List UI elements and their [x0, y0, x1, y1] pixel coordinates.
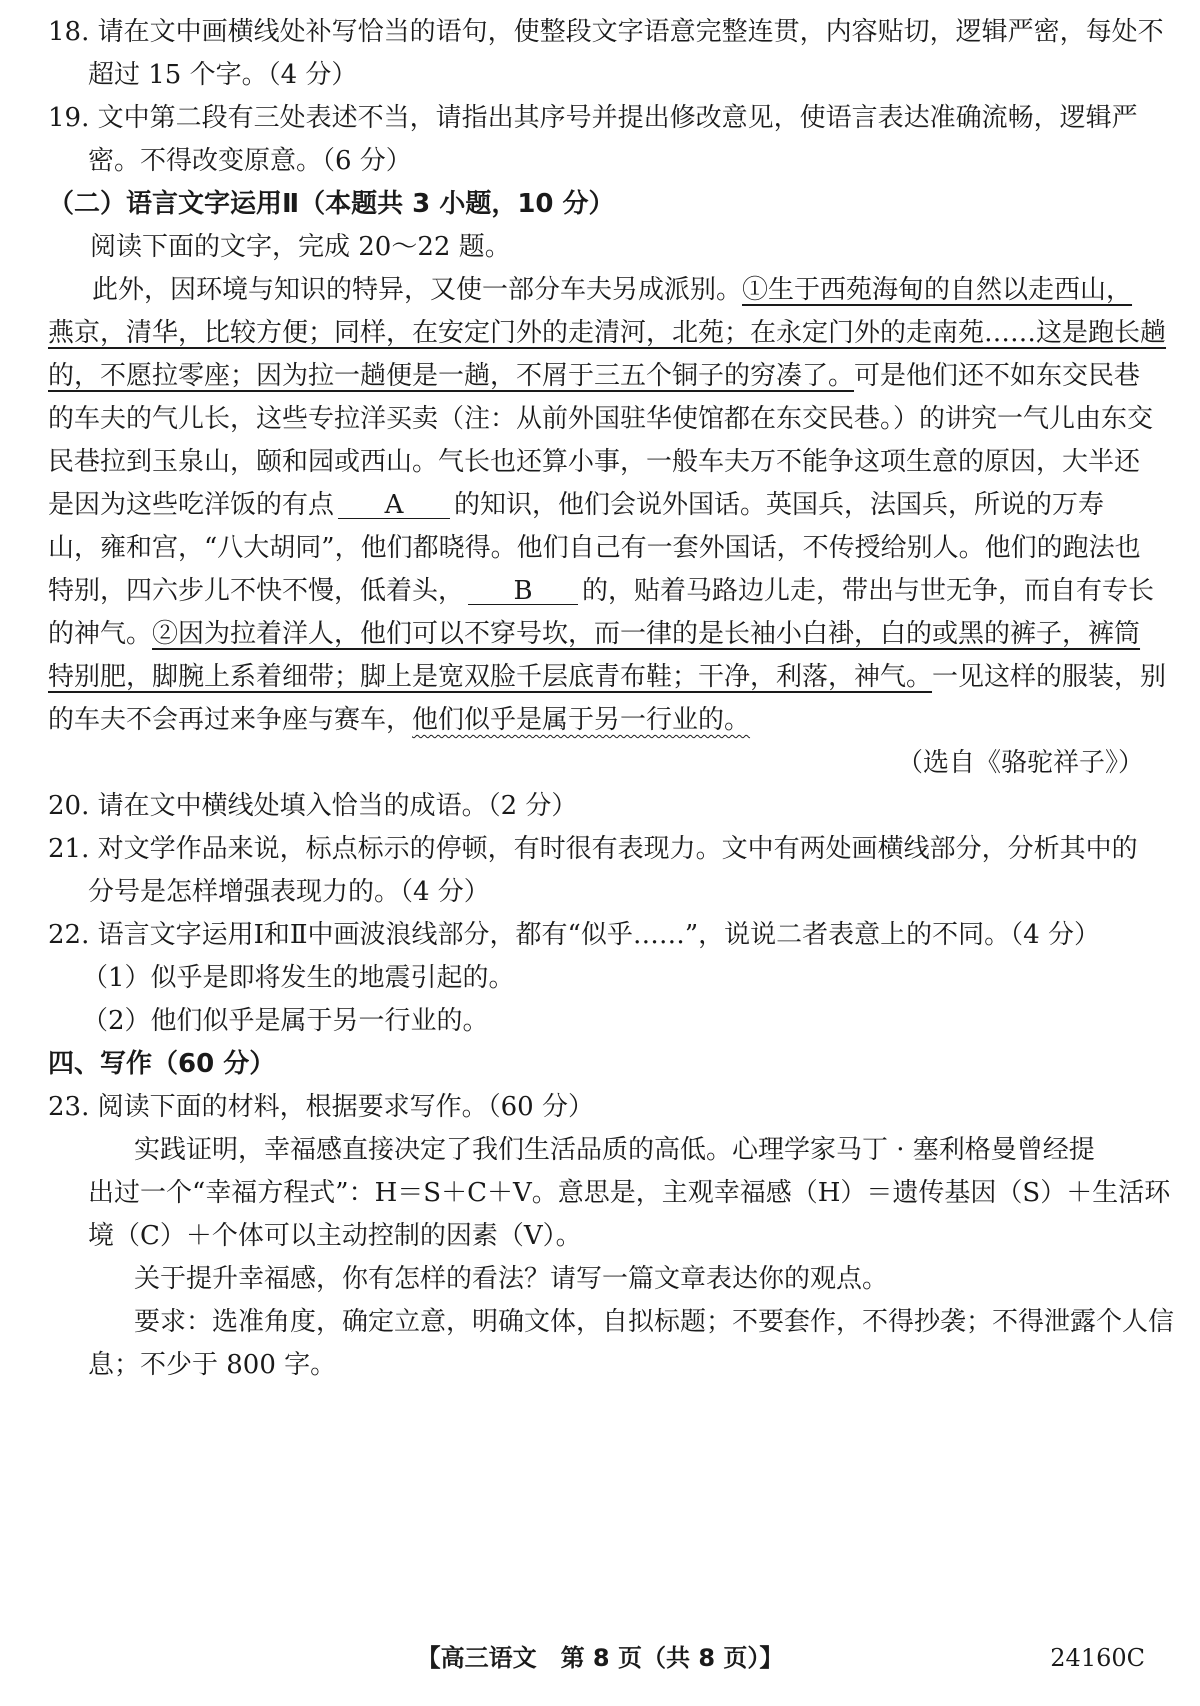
section-2-intro: 阅读下面的文字，完成 20～22 题。 — [90, 232, 511, 262]
q20: 20. 请在文中横线处填入恰当的成语。（2 分） — [48, 791, 578, 821]
q22-line-1: 22. 语言文字运用Ⅰ和Ⅱ中画波浪线部分，都有“似乎……”，说说二者表意上的不同。（4 分） — [48, 920, 1100, 950]
passage-line-3 — [48, 360, 1140, 392]
q19-line-2: 密。不得改变原意。（6 分） — [88, 146, 412, 176]
q23-prompt: 关于提升幸福感，你有怎样的看法？请写一篇文章表达你的观点。 — [134, 1264, 889, 1294]
q22-item-1: （1）似乎是即将发生的地震引起的。 — [82, 963, 515, 993]
q23-requirements-1: 要求：选准角度，确定立意，明确文体，自拟标题；不要套作，不得抄袭；不得泄露个人信 — [134, 1307, 1175, 1337]
wavy-underlined-sentence: 他们似乎是属于另一行业的。 — [412, 705, 751, 735]
q18-line-1: 18. 请在文中画横线处补写恰当的语句，使整段文字语意完整连贯，内容贴切，逻辑严密，每处不 — [48, 17, 1164, 47]
q21-line-2: 分号是怎样增强表现力的。（4 分） — [88, 877, 490, 907]
underlined-sentence-1-cont: 燕京，清华，比较方便；同样，在安定门外的走清河，北苑；在永定门外的走南苑……这是跑长趟 — [48, 318, 1167, 348]
q22-item-2: （2）他们似乎是属于另一行业的。 — [82, 1006, 489, 1036]
passage-line-9 — [48, 618, 1140, 650]
passage-text: 一见这样的服装，别 — [932, 662, 1167, 692]
underlined-sentence-1: ①生于西苑海甸的自然以走西山， — [742, 275, 1133, 305]
section-4-heading: 四、写作（60 分） — [48, 1049, 276, 1079]
q19-line-1: 19. 文中第二段有三处表述不当，请指出其序号并提出修改意见，使语言表达准确流畅，逻辑严 — [48, 103, 1138, 133]
q23-requirements-2: 息；不少于 800 字。 — [88, 1350, 337, 1380]
q18-line-2: 超过 15 个字。（4 分） — [88, 60, 358, 90]
passage-source: （选自《骆驼祥子》） — [896, 748, 1144, 778]
blank-a: A — [338, 492, 450, 519]
passage-line-10 — [48, 661, 1166, 693]
q23-material-2: 出过一个“幸福方程式”：H＝S＋C＋V。意思是，主观幸福感（H）＝遗传基因（S）＋生活环 — [88, 1178, 1171, 1208]
page-footer: 【高三语文 第 8 页（共 8 页）】 — [416, 1644, 784, 1672]
blank-b: B — [468, 578, 578, 605]
q23-line-1: 23. 阅读下面的材料，根据要求写作。（60 分） — [48, 1092, 594, 1122]
q21-line-1: 21. 对文学作品来说，标点标示的停顿，有时很有表现力。文中有两处画横线部分，分析其中的 — [48, 834, 1138, 864]
passage-text: 的，贴着马路边儿走，带出与世无争，而自有专长 — [582, 576, 1155, 606]
passage-line-1 — [92, 274, 1132, 306]
passage-text: 的神气。 — [48, 619, 153, 649]
underlined-sentence-2: ②因为拉着洋人，他们可以不穿号坎，而一律的是长袖小白褂，白的或黑的裤子，裤筒 — [152, 619, 1141, 649]
passage-text: 此外，因环境与知识的特异，又使一部分车夫另成派别。 — [92, 275, 743, 305]
passage-line-7: 山，雍和宫，“八大胡同”，他们都晓得。他们自己有一套外国话，不传授给别人。他们的跑法也 — [48, 533, 1141, 563]
passage-text: 是因为这些吃洋饭的有点 — [48, 490, 335, 520]
q23-material-3: 境（C）＋个体可以主动控制的因素（V）。 — [88, 1221, 582, 1251]
passage-text: 特别，四六步儿不快不慢，低着头， — [48, 576, 465, 606]
passage-line-5: 民巷拉到玉泉山，颐和园或西山。气长也还算小事，一般车夫万不能争这项生意的原因，大半还 — [48, 447, 1141, 477]
underlined-sentence-2-end: 特别肥，脚腕上系着细带；脚上是宽双脸千层底青布鞋；干净，利落，神气。 — [48, 662, 933, 692]
passage-text: 可是他们还不如东交民巷 — [854, 361, 1141, 391]
underlined-sentence-1-end: 的，不愿拉零座；因为拉一趟便是一趟，不屑于三五个铜子的穷凑了。 — [48, 361, 855, 391]
passage-text: 的车夫不会再过来争座与赛车， — [48, 705, 413, 735]
passage-line-8 — [48, 575, 1154, 607]
passage-text: 的知识，他们会说外国话。英国兵，法国兵，所说的万寿 — [454, 490, 1105, 520]
q23-material-1: 实践证明，幸福感直接决定了我们生活品质的高低。心理学家马丁 · 塞利格曼曾经提 — [134, 1135, 1095, 1165]
passage-line-6 — [48, 489, 1104, 521]
passage-line-11 — [48, 704, 750, 736]
passage-line-4: 的车夫的气儿长，这些专拉洋买卖（注：从前外国驻华使馆都在东交民巷。）的讲究一气儿由东交 — [48, 404, 1154, 434]
passage-line-2 — [48, 317, 1166, 349]
exam-code: 24160C — [1050, 1644, 1145, 1672]
section-2-heading: （二）语言文字运用Ⅱ（本题共 3 小题，10 分） — [48, 189, 615, 219]
